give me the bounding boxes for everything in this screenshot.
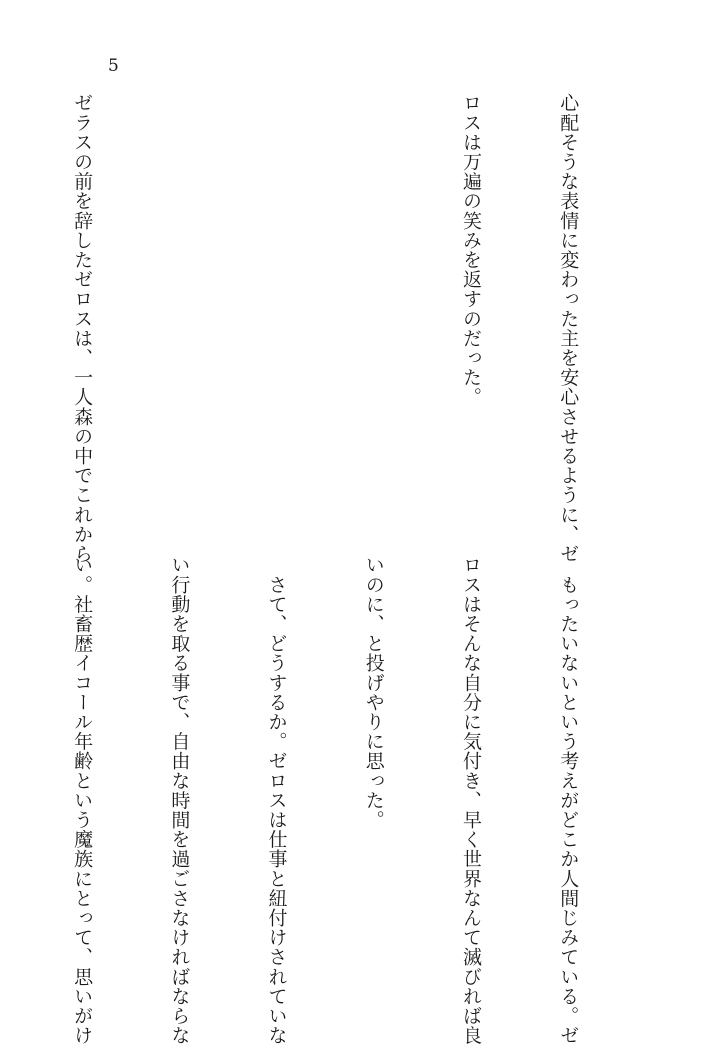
text-line: ロスは万遍の笑みを返すのだった。 — [459, 93, 482, 407]
text-line: いのに、と投げやりに思った。 — [362, 555, 385, 830]
page-number: 5 — [108, 56, 119, 76]
text-line: 心配そうな表情に変わった主を安心させるように、ゼ — [557, 93, 580, 564]
text-line — [0, 93, 1, 523]
blank-line — [357, 93, 389, 523]
text-line — [0, 555, 1, 950]
text-line: い行動を取る事で、自由な時間を過ごさなければならな — [168, 555, 191, 1045]
text-line: さて、どうするか。ゼロスは仕事と紐付けされていな — [265, 555, 288, 1045]
text-line: ロスはそんな自分に気付き、早く世界なんて滅びれば良 — [459, 555, 482, 1045]
text-line: ゼラスの前を辞したゼロスは、一人森の中でこれから — [71, 93, 94, 564]
text-line: い。社畜歴イコール年齢という魔族にとって、思いがけ — [71, 555, 94, 1045]
text-line: もったいないという考えがどこか人間じみている。ゼ — [557, 555, 580, 1045]
blank-line — [163, 93, 195, 523]
text-block-bottom — [0, 555, 649, 1045]
text-block-top — [0, 93, 649, 564]
blank-line — [260, 93, 292, 523]
